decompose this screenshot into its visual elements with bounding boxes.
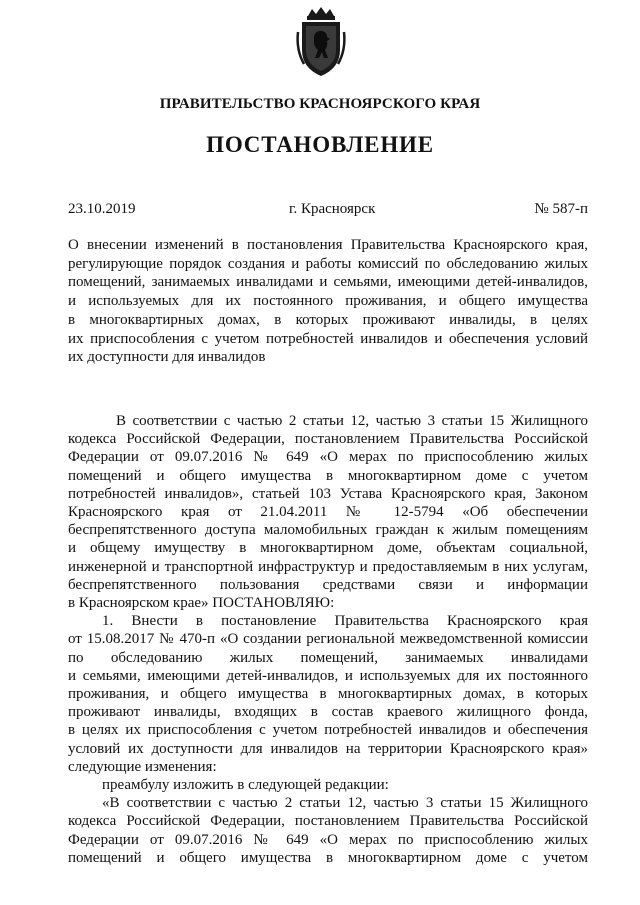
body-line: по обследованию жилых помещений, занимаемых инвалидами <box>68 649 588 666</box>
body-line: помещений и общего имущества в многоквартирном доме с учетом <box>68 849 588 866</box>
title-line: регулирующие порядок создания и работы комиссий по обследованию жилых <box>68 255 588 272</box>
coat-of-arms-icon <box>294 6 348 78</box>
body-line: кодекса Российской Федерации, постановлением Правительства Российской <box>68 431 588 448</box>
body-line: проживают инвалиды, входящих в состав краевого жилищного фонда, <box>68 704 588 721</box>
title-line: их доступности для инвалидов <box>68 349 266 366</box>
body-line: Федерации от 09.07.2016 № 649 «О мерах по приспособлению жилых <box>68 831 588 848</box>
body-line: 1. Внести в постановление Правительства Красноярского края <box>102 613 588 630</box>
body-line: преамбулу изложить в следующей редакции: <box>102 777 389 794</box>
body-line: В соответствии с частью 2 статьи 12, частью 3 статьи 15 Жилищного <box>116 413 588 429</box>
body-line: беспрепятственного доступа маломобильных граждан к жилым помещениям <box>68 522 588 539</box>
body-line: проживания, и общего имущества в многоквартирных домах, в которых <box>68 686 588 703</box>
body-line: следующие изменения: <box>68 758 217 775</box>
body-line: в целях их приспособления с учетом потребностей инвалидов и обеспечения <box>68 722 588 739</box>
title-line: помещений, занимаемых инвалидами и семьями, имеющими детей-инвалидов, <box>68 274 588 291</box>
body-line: условий их доступности для инвалидов на территории Красноярского края» <box>68 740 588 757</box>
document-city: г. Красноярск <box>289 201 376 217</box>
document-number: № 587-п <box>534 201 588 217</box>
body-line: кодекса Российской Федерации, постановлением Правительства Российской <box>68 813 588 830</box>
body-line: беспрепятственного пользования средствами связи и информации <box>68 576 588 593</box>
title-line: в многоквартирных домах, в которых проживают инвалиды, в целях <box>68 311 588 328</box>
document-type: ПОСТАНОВЛЕНИЕ <box>206 132 434 157</box>
title-line: и используемых для их постоянного проживания, и общего имущества <box>68 293 588 310</box>
title-line: их приспособления с учетом потребностей инвалидов и обеспечения условий <box>68 330 588 347</box>
organization-name: ПРАВИТЕЛЬСТВО КРАСНОЯРСКОГО КРАЯ <box>159 96 481 112</box>
body-line: и общему имуществу в многоквартирном доме, объектам социальной, <box>68 540 588 557</box>
body-line: потребностей инвалидов», статьей 103 Устава Красноярского края, Законом <box>68 485 588 502</box>
body-line: Федерации от 09.07.2016 № 649 «О мерах по приспособлению жилых <box>68 449 588 466</box>
document-date: 23.10.2019 <box>68 201 136 217</box>
body-line: «В соответствии с частью 2 статьи 12, частью 3 статьи 15 Жилищного <box>102 795 588 812</box>
document-title <box>68 236 588 367</box>
body-line: инженерной и транспортной инфраструктур и предоставляемым в них услугам, <box>68 558 588 575</box>
document-body <box>68 412 588 867</box>
body-line: в Красноярском крае» ПОСТАНОВЛЯЮ: <box>68 595 335 612</box>
body-line: и семьями, имеющими детей-инвалидов, и используемых для их постоянного <box>68 667 588 684</box>
body-line: помещений и общего имущества в многоквартирном доме с учетом <box>68 467 588 484</box>
body-line: Красноярского края от 21.04.2011 № 12-5794 «Об обеспечении <box>68 504 588 521</box>
body-line: от 15.08.2017 № 470-п «О создании региональной межведомственной комиссии <box>68 631 588 648</box>
title-line: О внесении изменений в постановления Правительства Красноярского края, <box>68 237 588 253</box>
